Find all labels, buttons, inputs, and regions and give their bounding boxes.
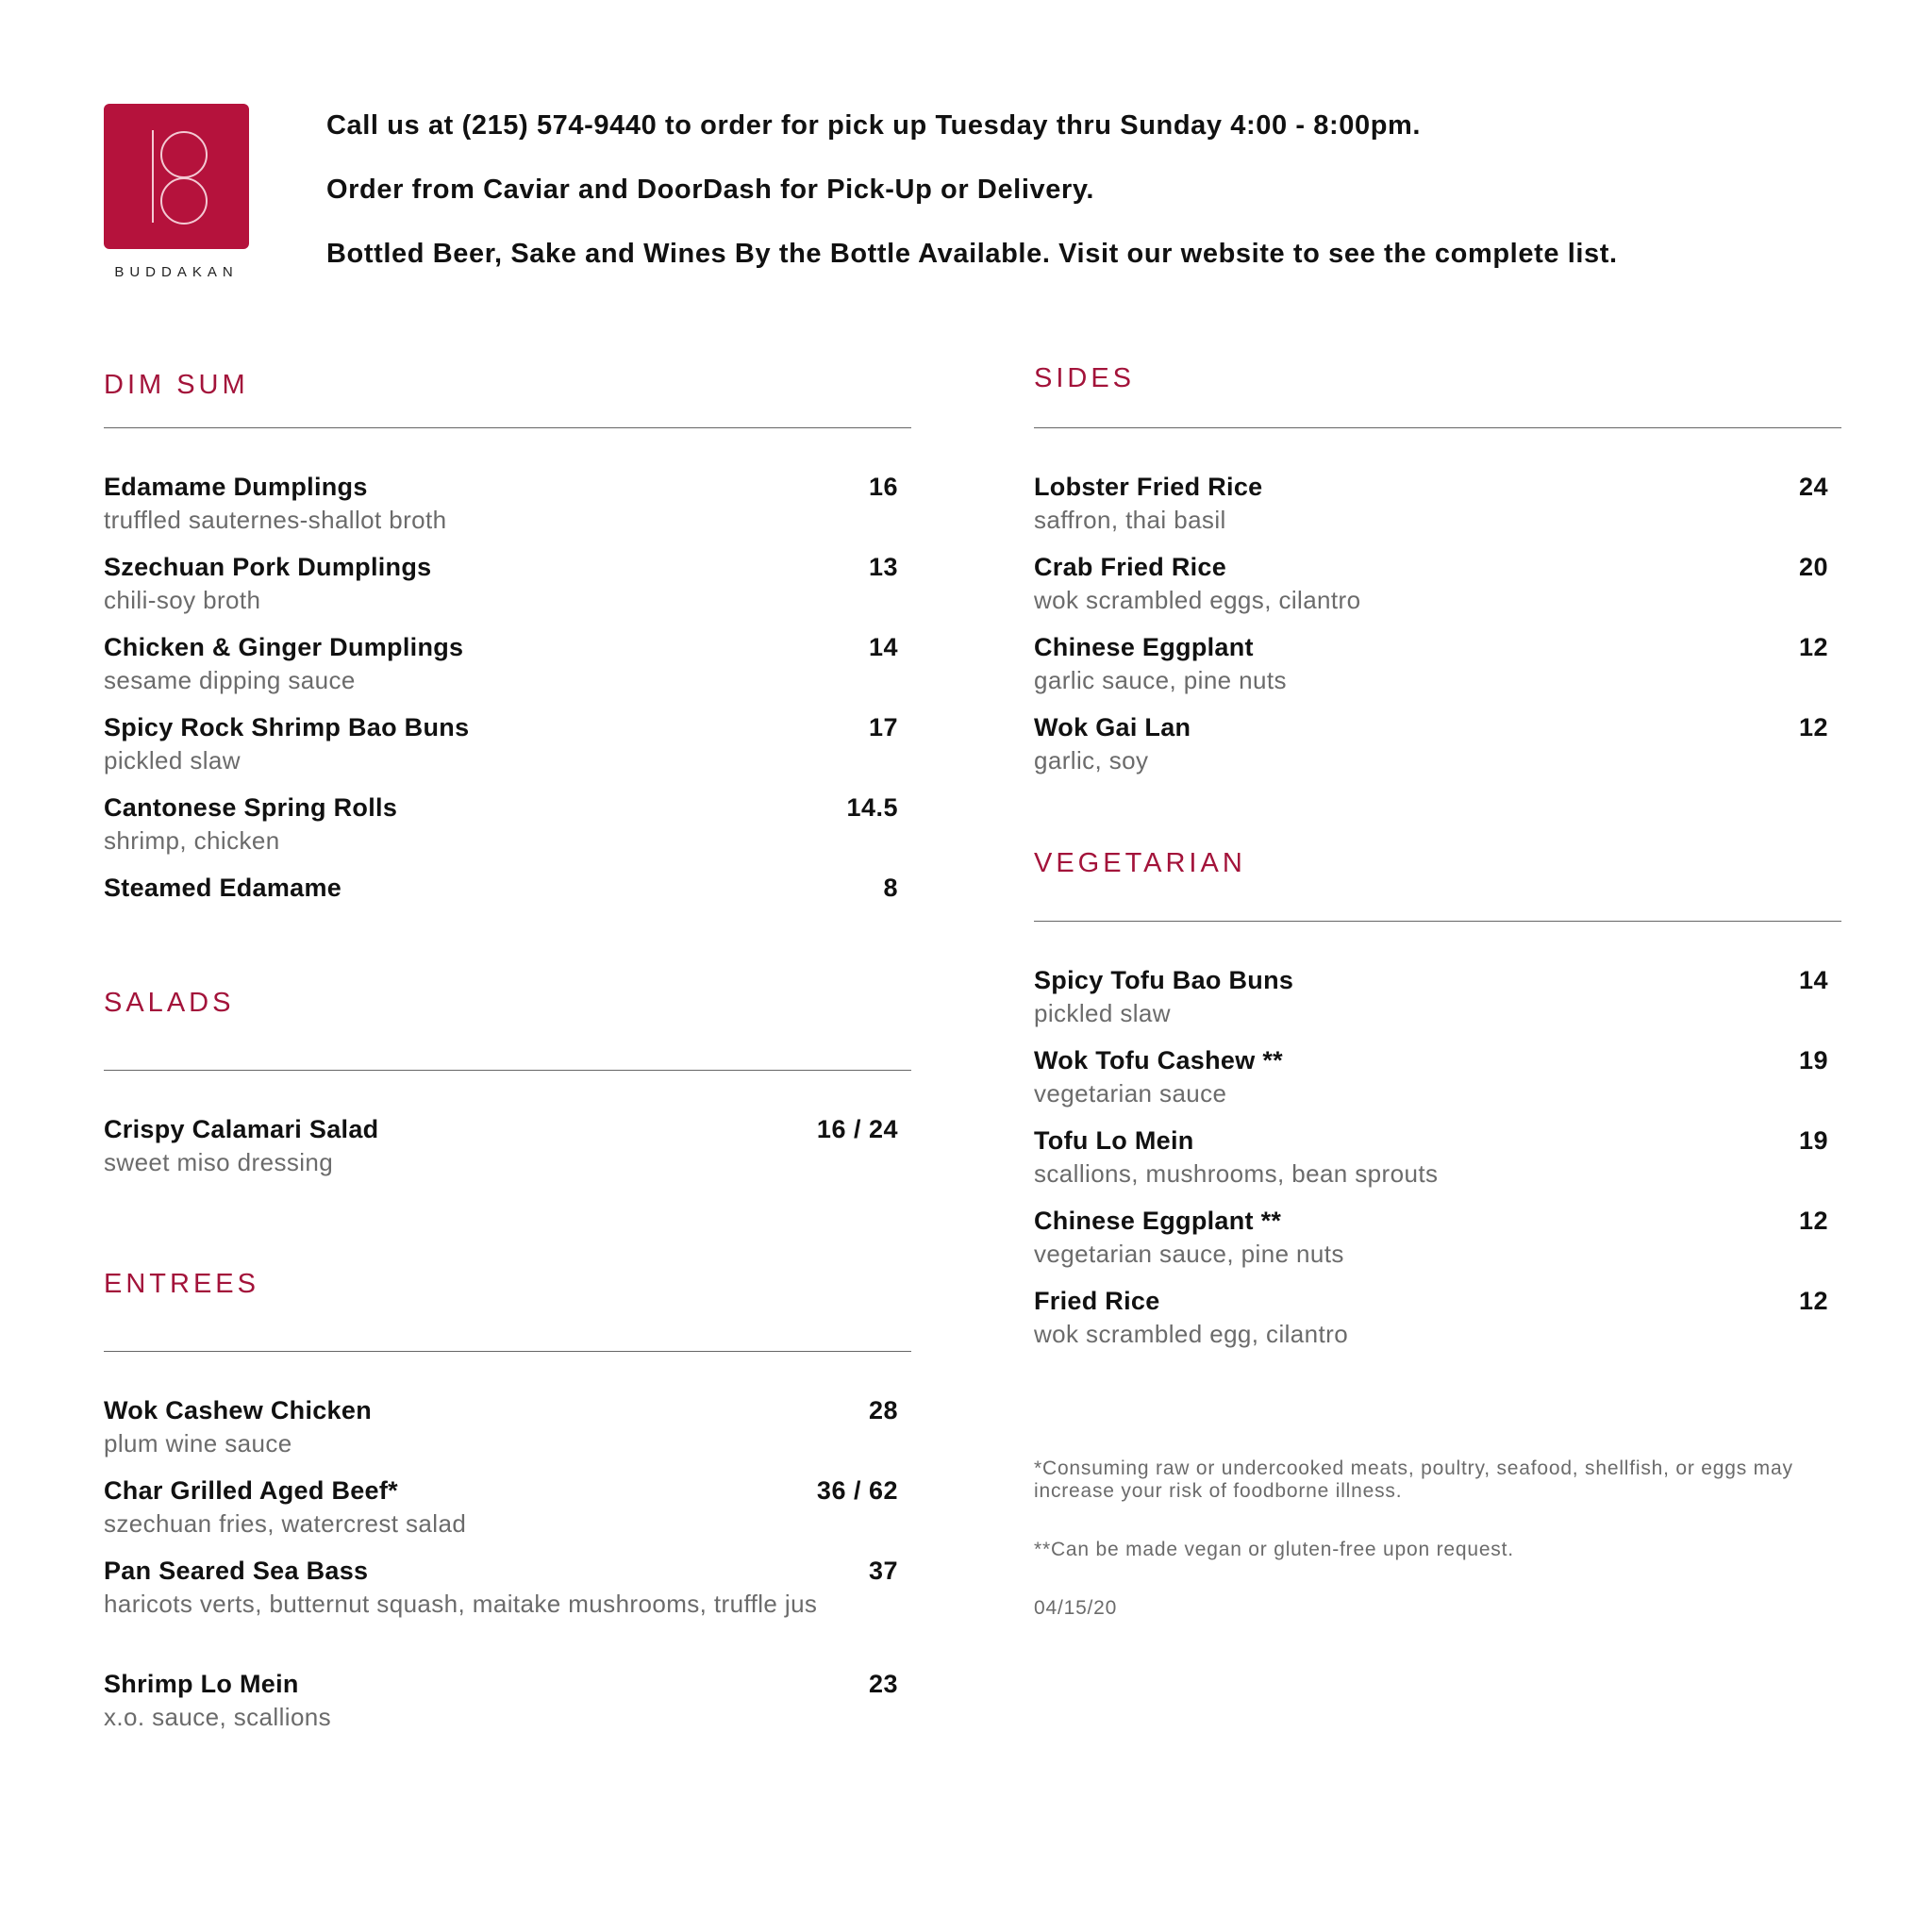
item-name: Wok Tofu Cashew **	[1034, 1046, 1283, 1074]
section-sides	[1034, 364, 1841, 792]
item-description: sweet miso dressing	[104, 1148, 334, 1176]
item-name: Edamame Dumplings	[104, 473, 368, 501]
item-price: 8	[883, 874, 898, 902]
item-name: Crispy Calamari Salad	[104, 1115, 379, 1143]
item-description: haricots verts, butternut squash, maitake mushrooms, truffle jus	[104, 1590, 818, 1618]
menu-item	[1034, 472, 1841, 552]
buddakan-logo	[104, 104, 249, 280]
item-description: wok scrambled egg, cilantro	[1034, 1320, 1349, 1348]
item-name: Shrimp Lo Mein	[104, 1670, 299, 1698]
item-price: 12	[1798, 1287, 1828, 1315]
menu-item	[104, 1395, 911, 1475]
item-name: Szechuan Pork Dumplings	[104, 553, 432, 581]
item-name: Lobster Fried Rice	[1034, 473, 1263, 501]
item-price: 14	[1798, 966, 1828, 994]
section-entrees	[104, 1270, 911, 1749]
item-name: Chinese Eggplant **	[1034, 1207, 1282, 1235]
item-price: 12	[1798, 713, 1828, 741]
section-title-sides: SIDES	[1034, 363, 1136, 393]
menu-item	[104, 632, 911, 712]
item-name: Spicy Tofu Bao Buns	[1034, 966, 1294, 994]
item-description: shrimp, chicken	[104, 826, 280, 855]
item-name: Char Grilled Aged Beef*	[104, 1476, 398, 1505]
menu-item	[104, 873, 911, 903]
menu-item	[104, 712, 911, 792]
section-title-dim-sum: DIM SUM	[104, 370, 249, 400]
item-description: pickled slaw	[104, 746, 241, 774]
item-description: sesame dipping sauce	[104, 666, 356, 694]
item-name: Cantonese Spring Rolls	[104, 793, 398, 822]
item-price: 12	[1798, 1207, 1828, 1235]
beverage-line: Bottled Beer, Sake and Wines By the Bottle Available. Visit our website to see the complete list.	[326, 239, 1618, 269]
item-description: vegetarian sauce, pine nuts	[1034, 1240, 1344, 1268]
menu-item	[104, 472, 911, 552]
item-name: Pan Seared Sea Bass	[104, 1557, 369, 1585]
item-description: szechuan fries, watercrest salad	[104, 1509, 467, 1538]
item-price: 13	[868, 553, 898, 581]
item-price: 17	[868, 713, 898, 741]
menu-right-column	[1034, 363, 1841, 1366]
item-price: 16 / 24	[816, 1115, 898, 1143]
menu-item	[104, 1114, 911, 1194]
order-info	[326, 111, 1836, 304]
item-description: pickled slaw	[1034, 999, 1171, 1027]
item-description: scallions, mushrooms, bean sprouts	[1034, 1159, 1439, 1188]
delivery-line: Order from Caviar and DoorDash for Pick-Up or Delivery.	[326, 175, 1095, 205]
section-vegetarian	[1034, 849, 1841, 1366]
item-name: Fried Rice	[1034, 1287, 1160, 1315]
section-dim-sum	[104, 371, 911, 903]
item-name: Wok Gai Lan	[1034, 713, 1191, 741]
item-price: 14.5	[846, 793, 898, 822]
item-name: Wok Cashew Chicken	[104, 1396, 372, 1424]
item-price: 19	[1798, 1046, 1828, 1074]
menu-item	[1034, 1045, 1841, 1125]
item-price: 37	[868, 1557, 898, 1585]
menu-item	[1034, 1286, 1841, 1366]
item-price: 19	[1798, 1126, 1828, 1155]
item-price: 36 / 62	[816, 1476, 898, 1505]
menu-item	[104, 1669, 911, 1749]
logo-circles-icon	[104, 104, 249, 249]
menu-date: 04/15/20	[1034, 1597, 1118, 1619]
raw-food-warning: *Consuming raw or undercooked meats, poultry, seafood, shellfish, or eggs may increase your risk of foodborne illness.	[1034, 1457, 1793, 1502]
item-description: garlic sauce, pine nuts	[1034, 666, 1287, 694]
item-price: 14	[868, 633, 898, 661]
menu-item	[1034, 1125, 1841, 1206]
menu-item	[1034, 632, 1841, 712]
menu-item	[1034, 1206, 1841, 1286]
phone-order-line: Call us at (215) 574-9440 to order for pick up Tuesday thru Sunday 4:00 - 8:00pm.	[326, 110, 1422, 141]
footnotes	[1034, 1457, 1845, 1620]
item-description: x.o. sauce, scallions	[104, 1703, 332, 1731]
item-name: Chinese Eggplant	[1034, 633, 1254, 661]
item-description: wok scrambled eggs, cilantro	[1034, 586, 1361, 614]
item-description: garlic, soy	[1034, 746, 1149, 774]
item-name: Tofu Lo Mein	[1034, 1126, 1194, 1155]
section-title-salads: SALADS	[104, 988, 235, 1018]
item-description: chili-soy broth	[104, 586, 261, 614]
item-price: 24	[1798, 473, 1828, 501]
item-price: 28	[868, 1396, 898, 1424]
item-price: 20	[1798, 553, 1828, 581]
item-description: saffron, thai basil	[1034, 506, 1226, 534]
item-description: truffled sauternes-shallot broth	[104, 506, 447, 534]
item-price: 16	[868, 473, 898, 501]
item-description: vegetarian sauce	[1034, 1079, 1227, 1108]
section-title-vegetarian: VEGETARIAN	[1034, 848, 1246, 878]
vegan-note: **Can be made vegan or gluten-free upon request.	[1034, 1539, 1514, 1560]
item-price: 12	[1798, 633, 1828, 661]
logo-wordmark: BUDDAKAN	[114, 264, 239, 280]
item-name: Steamed Edamame	[104, 874, 342, 902]
item-name: Chicken & Ginger Dumplings	[104, 633, 464, 661]
menu-item	[104, 1475, 911, 1556]
menu-left-column	[104, 363, 911, 1749]
item-price: 23	[868, 1670, 898, 1698]
section-salads	[104, 989, 911, 1194]
menu-item	[104, 1556, 911, 1669]
item-description: plum wine sauce	[104, 1429, 292, 1457]
menu-item	[1034, 965, 1841, 1045]
menu-item	[1034, 712, 1841, 792]
menu-item	[1034, 552, 1841, 632]
menu-item	[104, 792, 911, 873]
logo-mark	[104, 104, 249, 249]
menu-item	[104, 552, 911, 632]
item-name: Spicy Rock Shrimp Bao Buns	[104, 713, 470, 741]
section-title-entrees: ENTREES	[104, 1269, 259, 1299]
item-name: Crab Fried Rice	[1034, 553, 1227, 581]
